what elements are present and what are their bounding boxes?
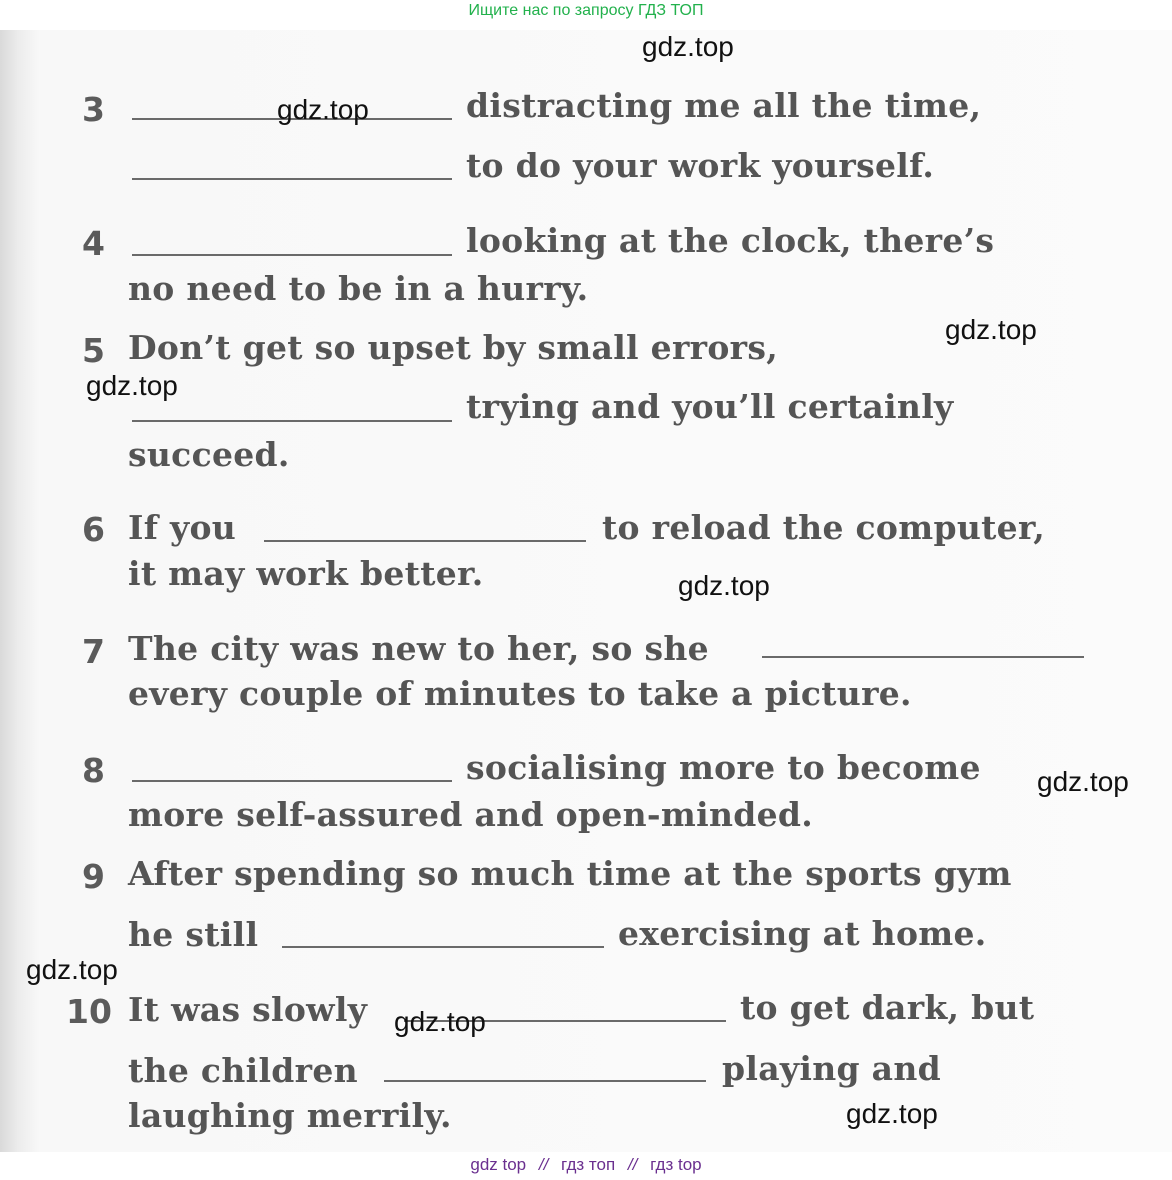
item-text: the children xyxy=(128,1051,358,1090)
item-text: looking at the clock, there’s xyxy=(466,221,995,260)
item-number: 7 xyxy=(82,632,105,671)
item-text: to get dark, but xyxy=(740,988,1035,1027)
item-text: to reload the computer, xyxy=(602,508,1046,547)
answer-blank xyxy=(762,656,1084,658)
item-text: distracting me all the time, xyxy=(466,86,982,125)
watermark: gdz.top xyxy=(1037,766,1129,797)
footer-separator: // xyxy=(538,1155,549,1174)
answer-blank xyxy=(132,254,452,256)
watermark: gdz.top xyxy=(277,94,369,125)
item-text: no need to be in a hurry. xyxy=(128,269,589,308)
item-text: trying and you’ll certainly xyxy=(466,387,954,426)
item-number: 9 xyxy=(82,857,105,896)
item-text: playing and xyxy=(722,1049,942,1088)
watermark: gdz.top xyxy=(642,31,734,62)
item-text: every couple of minutes to take a picture. xyxy=(128,674,912,713)
answer-blank xyxy=(132,780,452,782)
footer-link[interactable]: гдз top xyxy=(650,1155,702,1174)
item-number: 10 xyxy=(66,992,112,1031)
footer-separator: // xyxy=(627,1155,638,1174)
item-text: it may work better. xyxy=(128,554,484,593)
answer-blank xyxy=(264,540,586,542)
item-text: he still xyxy=(128,915,259,954)
watermark: gdz.top xyxy=(26,954,118,985)
item-number: 4 xyxy=(82,224,105,263)
item-text: After spending so much time at the sports gym xyxy=(128,854,1012,893)
item-text: The city was new to her, so she xyxy=(128,629,709,668)
item-text: laughing merrily. xyxy=(128,1096,452,1135)
item-number: 8 xyxy=(82,751,105,790)
footer-links xyxy=(0,1155,1172,1175)
item-text: more self-assured and open-minded. xyxy=(128,795,814,834)
footer-link[interactable]: gdz top xyxy=(470,1155,527,1174)
item-number: 6 xyxy=(82,510,105,549)
answer-blank xyxy=(282,946,604,948)
watermark: gdz.top xyxy=(86,370,178,401)
item-number: 5 xyxy=(82,331,105,370)
item-number: 3 xyxy=(82,90,105,129)
item-text: exercising at home. xyxy=(618,914,987,953)
item-text: succeed. xyxy=(128,435,290,474)
answer-blank xyxy=(384,1080,706,1082)
watermark: gdz.top xyxy=(945,314,1037,345)
top-banner: Ищите нас по запросу ГДЗ ТОП xyxy=(468,2,704,19)
item-text: Don’t get so upset by small errors, xyxy=(128,328,779,367)
answer-blank xyxy=(132,178,452,180)
watermark: gdz.top xyxy=(678,570,770,601)
item-text: socialising more to become xyxy=(466,748,981,787)
item-text: to do your work yourself. xyxy=(466,146,935,185)
watermark: gdz.top xyxy=(846,1098,938,1129)
answer-blank xyxy=(132,420,452,422)
watermark: gdz.top xyxy=(394,1006,486,1037)
item-text: If you xyxy=(128,508,237,547)
item-text: It was slowly xyxy=(128,990,368,1029)
footer-link[interactable]: гдз топ xyxy=(561,1155,616,1174)
